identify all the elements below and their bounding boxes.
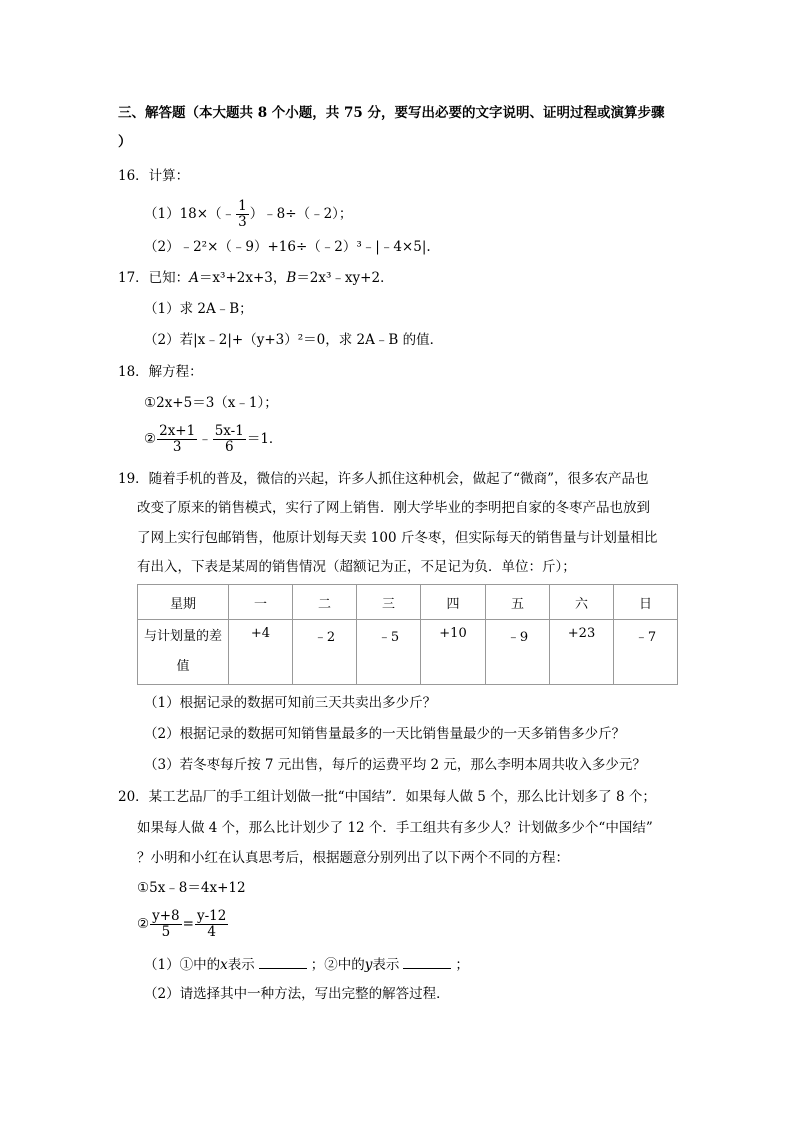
table-value-cell: +4 bbox=[229, 620, 293, 685]
table-value-cell: ﹣9 bbox=[486, 620, 550, 685]
q16-part2: （2）﹣2²×（﹣9）+16÷（﹣2）³﹣|﹣4×5|. bbox=[144, 239, 431, 255]
table-day-cell: 三 bbox=[357, 585, 421, 620]
section-title-continued: ） bbox=[118, 134, 132, 150]
sales-table bbox=[137, 584, 678, 685]
table-value-cell: ﹣7 bbox=[614, 620, 678, 685]
q16-part1: （1）18×（﹣ $\frac{1}{3}$ ）﹣8÷（﹣2）； bbox=[144, 198, 353, 230]
table-day-cell: 一 bbox=[229, 585, 293, 620]
table-row-label: 与计划量的差 值 bbox=[138, 620, 229, 685]
q20-line2: 如果每人做 4 个，那么比计划少了 12 个．手工组共有多少人？计划做多少个“中国结” bbox=[137, 820, 653, 836]
table-day-cell: 日 bbox=[614, 585, 678, 620]
q19-line1: 19．随着手机的普及，微信的兴起，许多人抓住这种机会，做起了“微商”，很多农产品也 bbox=[118, 471, 649, 487]
answer-blank[interactable] bbox=[403, 954, 451, 969]
table-day-cell: 二 bbox=[293, 585, 357, 620]
q20-line3: ？小明和小红在认真思考后，根据题意分别列出了以下两个不同的方程： bbox=[137, 850, 569, 866]
table-value-cell: ﹣5 bbox=[357, 620, 421, 685]
q17-stem: 17．已知：A＝x³+2x+3，B＝2x³﹣xy+2． bbox=[118, 270, 394, 286]
table-value-cell: ﹣2 bbox=[293, 620, 357, 685]
section-title: 三、解答题（本大题共 8 个小题，共 75 分，要写出必要的文字说明、证明过程或演算步骤 bbox=[118, 105, 665, 121]
fraction: $\frac{y+8}{5}$ bbox=[152, 908, 180, 940]
table-value-cell: +23 bbox=[550, 620, 614, 685]
q18-part1: ①2x+5＝3（x﹣1）； bbox=[144, 395, 278, 411]
table-row bbox=[138, 620, 678, 685]
q20-equation1: ①5x﹣8＝4x+12 bbox=[137, 880, 246, 896]
q19-part3: （3）若冬枣每斤按 7 元出售，每斤的运费平均 2 元，那么李明本周共收入多少元？ bbox=[144, 757, 646, 773]
q18-part2: ② $\frac{2x+1}{3}$ ﹣ $\frac{5x-1}{6}$ ＝1． bbox=[144, 423, 283, 455]
answer-blank[interactable] bbox=[259, 954, 307, 969]
q19-line3: 了网上实行包邮销售，他原计划每天卖 100 斤冬枣，但实际每天的销售量与计划量相比 bbox=[137, 530, 658, 546]
q19-line4: 有出入，下表是某周的销售情况（超额记为正，不足记为负．单位：斤）； bbox=[137, 559, 576, 575]
q20-line1: 20．某工艺品厂的手工组计划做一批“中国结”．如果每人做 5 个，那么比计划多了 8 个； bbox=[118, 789, 656, 805]
fraction: $\frac{2x+1}{3}$ bbox=[159, 423, 196, 455]
q20-part1: （1）①中的x表示 ；②中的y表示 ； bbox=[144, 954, 469, 975]
table-header-row bbox=[138, 585, 678, 620]
q17-part1: （1）求 2A﹣B； bbox=[144, 301, 253, 317]
q16-stem: 16．计算： bbox=[118, 168, 190, 184]
q18-stem: 18．解方程： bbox=[118, 364, 203, 380]
q19-line2: 改变了原来的销售模式，实行了网上销售．刚大学毕业的李明把自家的冬枣产品也放到 bbox=[137, 500, 650, 516]
q19-part2: （2）根据记录的数据可知销售量最多的一天比销售量最少的一天多销售多少斤？ bbox=[144, 726, 626, 742]
table-value-cell: +10 bbox=[421, 620, 486, 685]
fraction: $\frac{y-12}{4}$ bbox=[196, 908, 227, 940]
q20-equation2: ② $\frac{y+8}{5}$ = $\frac{y-12}{4}$ bbox=[137, 908, 227, 940]
table-day-cell: 六 bbox=[550, 585, 614, 620]
q17-part2: （2）若|x﹣2|+（y+3）²＝0，求 2A﹣B 的值． bbox=[144, 332, 444, 348]
q19-part1: （1）根据记录的数据可知前三天共卖出多少斤？ bbox=[144, 695, 437, 711]
fraction: $\frac{5x-1}{6}$ bbox=[214, 423, 244, 455]
table-header-cell: 星期 bbox=[138, 585, 229, 620]
table-day-cell: 五 bbox=[486, 585, 550, 620]
fraction: $\frac{1}{3}$ bbox=[238, 198, 247, 230]
q20-part2: （2）请选择其中一种方法，写出完整的解答过程． bbox=[144, 986, 450, 1002]
table-day-cell: 四 bbox=[421, 585, 486, 620]
